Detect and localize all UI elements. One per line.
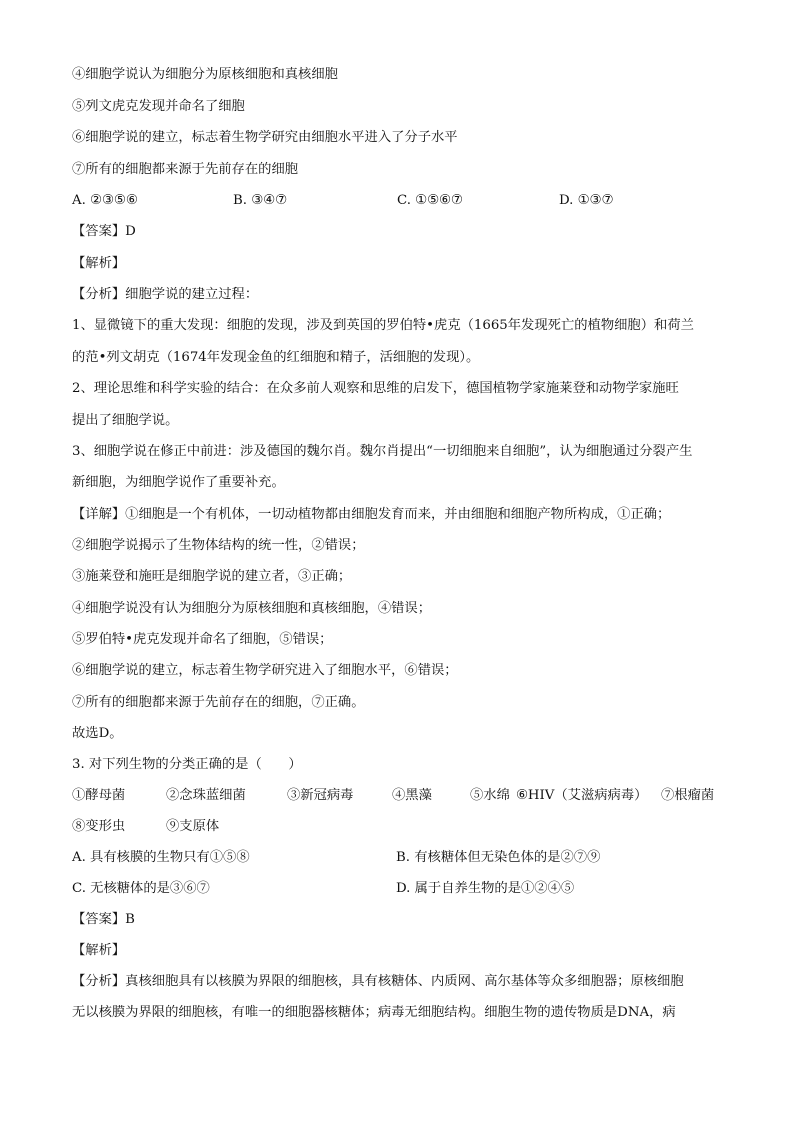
q3-option-a: A. 具有核膜的生物只有①⑤⑧ [72,850,250,865]
q3-item: ②念珠蓝细菌 [166,788,246,803]
q3-analysis-line: 【分析】真核细胞具有以核膜为界限的细胞核，具有核糖体、内质网、高尔基体等众多细胞器；原核细胞 [72,974,684,989]
q2-detail-line: ⑤罗伯特•虎克发现并命名了细胞，⑤错误； [72,632,333,647]
statement-4: ④细胞学说认为细胞分为原核细胞和真核细胞 [72,67,338,82]
q3-analysis-line: 无以核膜为界限的细胞核，有唯一的细胞器核糖体；病毒无细胞结构。细胞生物的遗传物质是DNA，病 [72,1005,676,1020]
q3-item: ⑧变形虫 [72,819,126,834]
q3-item: ⑥HIV（艾滋病病毒） [516,788,648,803]
q3-item: ③新冠病毒 [287,788,354,803]
q2-conclusion: 故选D。 [72,726,123,741]
q2-detail-line: 【详解】①细胞是一个有机体，一切动植物都由细胞发育而来，并由细胞和细胞产物所构成，①正确； [72,507,671,522]
q2-option-b: B. ③④⑦ [233,193,287,208]
q3-item: ⑤水绵 [470,788,510,803]
q2-detail-line: ④细胞学说没有认为细胞分为原核细胞和真核细胞，④错误； [72,601,432,616]
q2-option-d: D. ①③⑦ [559,193,614,208]
q2-detail-line: ⑦所有的细胞都来源于先前存在的细胞，⑦正确。 [72,695,365,710]
q2-analysis-label: 【解析】 [72,256,126,271]
q2-option-a: A. ②③⑤⑥ [72,193,138,208]
q3-answer: 【答案】B [72,912,135,927]
q3-analysis-label: 【解析】 [72,943,126,958]
q2-option-c: C. ①⑤⑥⑦ [397,193,463,208]
q2-analysis-line: 的范•列文胡克（1674年发现金鱼的红细胞和精子，活细胞的发现）。 [72,350,480,365]
q2-detail-line: ②细胞学说揭示了生物体结构的统一性，②错误； [72,538,365,553]
q3-option-d: D. 属于自养生物的是①②④⑤ [396,881,575,896]
q3-item: ④黑藻 [392,788,432,803]
q2-analysis-line: 2、理论思维和科学实验的结合：在众多前人观察和思维的启发下，德国植物学家施莱登和动物学家施旺 [72,381,679,396]
q2-analysis-line: 提出了细胞学说。 [72,413,179,428]
q3-option-b: B. 有核糖体但无染色体的是②⑦⑨ [396,850,601,865]
q3-item: ⑦根瘤菌 [661,788,715,803]
statement-6: ⑥细胞学说的建立，标志着生物学研究由细胞水平进入了分子水平 [72,130,458,145]
statement-7: ⑦所有的细胞都来源于先前存在的细胞 [72,162,299,177]
q2-analysis-line: 1、显微镜下的重大发现：细胞的发现，涉及到英国的罗伯特•虎克（1665年发现死亡的植物细胞）和荷兰 [72,318,694,333]
q3-item: ⑨支原体 [166,819,220,834]
q2-analysis-line: 【分析】细胞学说的建立过程： [72,287,259,302]
q2-analysis-line: 新细胞，为细胞学说作了重要补充。 [72,475,285,490]
q3-option-c: C. 无核糖体的是③⑥⑦ [72,881,210,896]
statement-5: ⑤列文虎克发现并命名了细胞 [72,99,245,114]
q2-analysis-line: 3、细胞学说在修正中前进：涉及德国的魏尔肖。魏尔肖提出“一切细胞来自细胞”，认为细胞通过分裂产生 [72,444,693,459]
q3-item: ①酵母菌 [72,788,126,803]
q2-detail-line: ⑥细胞学说的建立，标志着生物学研究进入了细胞水平，⑥错误； [72,663,458,678]
q2-answer: 【答案】D [72,224,136,239]
q2-detail-line: ③施莱登和施旺是细胞学说的建立者，③正确； [72,569,352,584]
q3-stem: 3. 对下列生物的分类正确的是（ ） [72,757,302,772]
